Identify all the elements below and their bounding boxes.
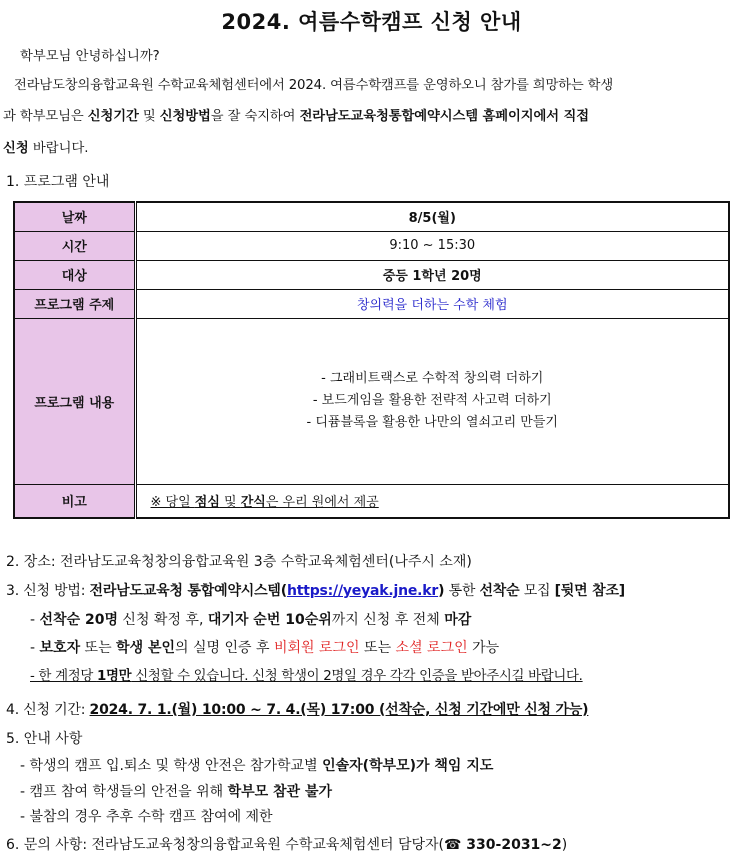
section-5-heading: 5. 안내 사항 (6, 731, 83, 747)
table-row (14, 484, 729, 518)
table-row (14, 260, 729, 289)
row-value-target: 중등 1학년 20명 (135, 260, 729, 289)
row-label-time: 시간 (14, 231, 135, 260)
section-2-location: 2. 장소: 전라남도교육청창의융합교육원 3층 수학교육체험센터(나주시 소재) (6, 554, 472, 570)
table-row (14, 289, 729, 318)
section-3-method: 3. 신청 방법: 전라남도교육청 통합예약시스템(https://yeyak.jne.kr) 통한 선착순 모집 [뒷면 참조] (6, 583, 625, 599)
table-row (14, 202, 729, 231)
row-value-time: 9:10 ~ 15:30 (135, 231, 729, 260)
section-5-item-3: - 불참의 경우 추후 수학 캠프 참여에 제한 (20, 809, 273, 825)
intro-line-3: 신청 바랍니다. (3, 141, 89, 156)
row-value-content (135, 318, 729, 484)
list-item: - 그래비트랙스로 수학적 창의력 더하기 (321, 371, 544, 386)
document-title: 2024. 여름수학캠프 신청 안내 (221, 10, 522, 34)
list-item: - 디퓸블록을 활용한 나만의 열쇠고리 만들기 (306, 415, 558, 430)
section-5-item-1: - 학생의 캠프 입.퇴소 및 학생 안전은 참가학교별 인솔자(학부모)가 책임 지도 (20, 758, 494, 774)
note-text: ※ 당일 점심 및 간식은 우리 원에서 제공 (150, 495, 379, 511)
section-3-item-3: - 한 계정당 1명만 신청할 수 있습니다. 신청 학생이 2명일 경우 각각 인증을 받아주시길 바랍니다. (30, 669, 583, 684)
section-6-contact: 6. 문의 사항: 전라남도교육청창의융합교육원 수학교육체험센터 담당자(☎ 330-2031~2) (6, 837, 568, 853)
row-label-theme: 프로그램 주제 (14, 289, 135, 318)
reservation-link[interactable]: https://yeyak.jne.kr (286, 583, 439, 599)
program-table (13, 201, 730, 519)
section-3-item-2: - 보호자 또는 학생 본인의 실명 인증 후 비회원 로그인 또는 소셜 로그인 가능 (30, 640, 500, 656)
intro-line-2: 과 학부모님은 신청기간 및 신청방법을 잘 숙지하여 전라남도교육청통합예약시스템 홈페이지에서 직접 (3, 109, 590, 124)
row-label-content: 프로그램 내용 (14, 318, 135, 484)
row-value-theme: 창의력을 더하는 수학 체험 (135, 289, 729, 318)
row-label-target: 대상 (14, 260, 135, 289)
section-5-item-2: - 캠프 참여 학생들의 안전을 위해 학부모 참관 불가 (20, 784, 332, 800)
row-value-note (135, 484, 729, 518)
section-1-heading: 1. 프로그램 안내 (6, 174, 110, 190)
section-4-period: 4. 신청 기간: 2024. 7. 1.(월) 10:00 ~ 7. 4.(목) 17:00 (선착순, 신청 기간에만 신청 가능) (6, 702, 589, 718)
table-row (14, 231, 729, 260)
content-list (307, 368, 558, 434)
greeting: 학부모님 안녕하십니까? (20, 49, 160, 64)
phone-number: ☎ 330-2031~2 (443, 837, 562, 853)
row-label-note: 비고 (14, 484, 135, 518)
section-3-item-1: - 선착순 20명 신청 확정 후, 대기자 순번 10순위까지 신청 후 전체 마감 (30, 612, 472, 628)
intro-line-1: 전라남도창의융합교육원 수학교육체험센터에서 2024. 여름수학캠프를 운영하오니 참가를 희망하는 학생 (14, 78, 614, 93)
list-item: - 보드게임을 활용한 전략적 사고력 더하기 (312, 393, 552, 408)
row-value-date: 8/5(월) (135, 202, 729, 231)
row-label-date: 날짜 (14, 202, 135, 231)
table-row (14, 318, 729, 484)
